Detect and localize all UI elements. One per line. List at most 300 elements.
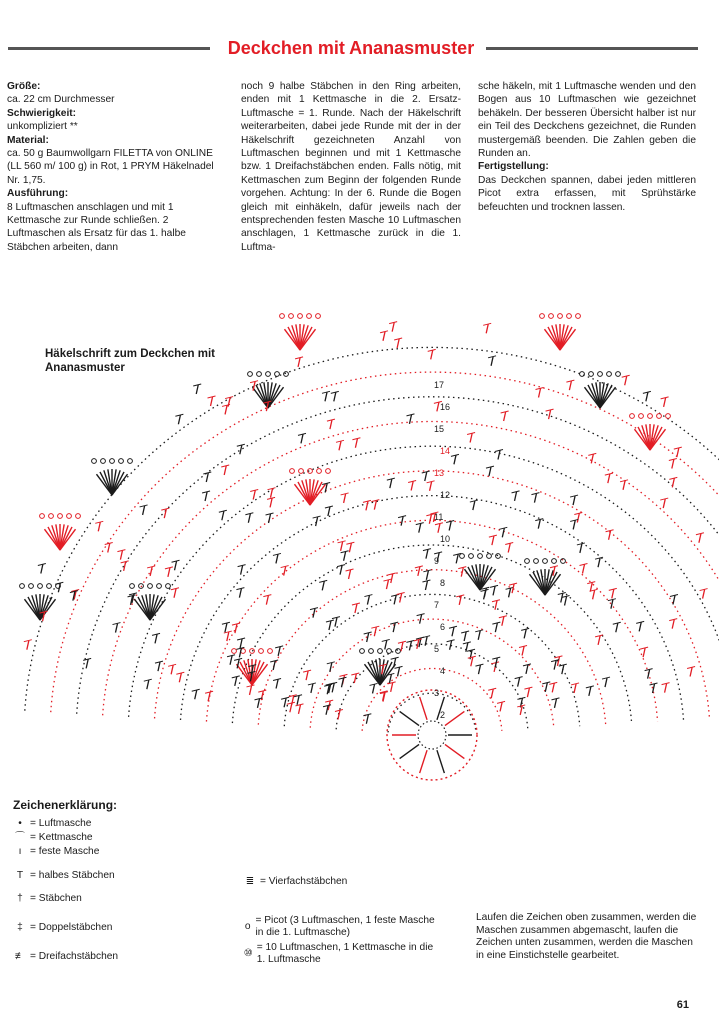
round-number-label: 6: [440, 622, 446, 632]
round-number-label: 15: [434, 424, 445, 434]
stitch-mark: [492, 536, 494, 545]
stitch-mark: [326, 706, 328, 715]
stitch-mark: [339, 441, 341, 450]
stitch-mark: [515, 677, 523, 679]
legend-label: = Vierfachstäbchen: [260, 876, 348, 887]
stitch-mark: [690, 668, 692, 677]
stitch-mark: [534, 494, 536, 503]
stitch-mark: [335, 710, 343, 712]
stitch-mark: [473, 501, 475, 510]
chart-caption: Häkelschrift zum Deckchen mit Ananasmuster: [45, 348, 216, 374]
stitch-mark: [536, 387, 544, 389]
picot-mark: [460, 554, 465, 559]
stitch-mark: [211, 397, 213, 406]
stitch-mark: [588, 453, 596, 455]
stitch-mark: [486, 466, 494, 468]
stitch-mark: [561, 593, 563, 602]
stitch-mark: [483, 323, 491, 325]
stitch-mark: [355, 604, 357, 613]
stitch-mark: [495, 623, 497, 632]
stitch-mark: [478, 631, 480, 640]
stitch-mark: [27, 641, 29, 650]
stitch-mark: [427, 481, 435, 483]
stitch-mark: [237, 444, 245, 446]
stitch-mark: [395, 666, 403, 668]
stitch-mark: [329, 682, 337, 684]
stitch-mark: [349, 543, 351, 552]
stitch-mark: [284, 698, 286, 707]
stitch-mark: [205, 691, 213, 693]
picot-mark: [232, 649, 237, 654]
stitch-mark: [565, 597, 567, 606]
stitch-mark: [176, 672, 184, 674]
stitch-mark: [586, 686, 594, 688]
stitch-mark: [550, 566, 558, 568]
legend-symbol-icon: ‡: [17, 922, 23, 933]
instructions-column-2: [241, 80, 461, 254]
stitch-mark: [344, 552, 346, 561]
stitch-mark: [504, 412, 506, 421]
stitch-mark: [524, 629, 526, 638]
stitch-mark: [397, 339, 399, 348]
stitch-mark: [669, 477, 677, 479]
stitch-mark: [386, 580, 388, 589]
page-number: 61: [676, 999, 689, 1011]
stitch-mark: [363, 714, 371, 716]
legend-item: [243, 876, 347, 888]
stitch-mark: [203, 472, 211, 474]
stitch-mark: [420, 750, 427, 773]
stitch-mark: [639, 622, 641, 631]
legend-label: = halbes Stäbchen: [30, 870, 115, 881]
stitch-mark: [669, 459, 677, 461]
picot-mark: [92, 459, 97, 464]
picot-mark: [259, 649, 264, 654]
stitch-mark: [330, 663, 332, 672]
stitch-mark: [397, 592, 405, 594]
legend-label: = Stäbchen: [30, 893, 82, 904]
stitch-mark: [161, 508, 169, 510]
legend-symbol-icon: •: [18, 818, 22, 829]
stitch-mark: [703, 590, 705, 599]
stitch-mark: [471, 657, 473, 666]
stitch-mark: [582, 565, 584, 574]
stitch-mark: [175, 561, 177, 570]
round-number-label: 2: [440, 710, 446, 720]
stitch-mark: [558, 592, 566, 594]
stitch-mark: [171, 588, 179, 590]
stitch-mark: [237, 638, 245, 640]
stitch-mark: [554, 661, 556, 670]
stitch-mark: [301, 434, 303, 443]
stitch-mark: [502, 617, 504, 626]
stitch-mark: [426, 550, 428, 559]
stitch-mark: [364, 595, 372, 597]
stitch-mark: [339, 674, 347, 676]
stitch-mark: [526, 665, 528, 674]
stitch-mark: [570, 495, 578, 497]
stitch-mark: [340, 566, 342, 575]
stitch-mark: [364, 632, 372, 634]
stitch-mark: [490, 585, 498, 587]
stitch-mark: [144, 679, 152, 681]
stitch-mark: [613, 622, 621, 624]
stitch-mark: [383, 332, 385, 341]
round-number-label: 13: [434, 468, 445, 478]
stitch-mark: [250, 489, 258, 491]
stitch-mark: [239, 589, 241, 598]
stitch-mark: [346, 569, 354, 571]
stitch-mark: [429, 515, 431, 524]
stitch-mark: [551, 698, 559, 700]
stitch-mark: [425, 472, 427, 481]
stitch-mark: [505, 543, 513, 545]
stitch-mark: [267, 488, 275, 490]
stitch-mark: [454, 455, 456, 464]
stitch-mark: [382, 639, 390, 641]
stitch-mark: [168, 568, 170, 577]
stitch-mark: [263, 595, 271, 597]
legend-item: [13, 846, 99, 858]
picot-mark: [268, 649, 273, 654]
stitch-mark: [298, 433, 306, 435]
stitch-mark: [178, 415, 180, 424]
stitch-mark: [672, 460, 674, 469]
stitch-mark: [325, 700, 333, 702]
legend-symbol-icon: †: [17, 893, 23, 904]
stitch-mark: [202, 491, 210, 493]
stitch-mark: [225, 397, 233, 399]
legend-label: = Picot (3 Luftmaschen, 1 feste Masche in die 1. Luftmasche): [255, 915, 435, 938]
stitch-mark: [422, 580, 430, 582]
instructions-column-3: [478, 80, 696, 214]
execution-text: 8 Luftmaschen anschlagen und mit 1 Kettmasche zur Runde schließen. 2 Luftmaschen als Ersatz für das 1. halbe Stäbchen arbeiten, dann: [7, 201, 186, 253]
picot-mark: [396, 649, 401, 654]
stitch-mark: [195, 690, 197, 699]
stitch-mark: [228, 398, 230, 407]
stitch-mark: [470, 433, 472, 442]
stitch-mark: [430, 482, 432, 491]
picot-mark: [543, 559, 548, 564]
stitch-mark: [319, 580, 327, 582]
stitch-mark: [577, 543, 585, 545]
round-number-label: 7: [434, 600, 440, 610]
stitch-mark: [175, 414, 183, 416]
stitch-mark: [330, 420, 332, 429]
picot-mark: [110, 459, 115, 464]
stitch-mark: [335, 618, 337, 627]
stitch-mark: [310, 608, 318, 610]
round-number-label: 4: [440, 666, 446, 676]
stitch-mark: [248, 514, 250, 523]
picot-mark: [20, 584, 25, 589]
stitch-mark: [352, 603, 360, 605]
stitch-mark: [423, 549, 431, 551]
stitch-mark: [696, 533, 704, 535]
stitch-mark: [608, 474, 610, 483]
stitch-mark: [552, 683, 554, 692]
picot-mark: [478, 554, 483, 559]
stitch-mark: [400, 711, 419, 725]
stitch-mark: [486, 324, 488, 333]
picot-mark: [67, 514, 72, 519]
picot-mark: [525, 559, 530, 564]
stitch-mark: [475, 630, 483, 632]
stitch-mark: [374, 627, 376, 636]
stitch-mark: [150, 567, 152, 576]
stitch-mark: [519, 646, 527, 648]
stitch-mark: [449, 521, 451, 530]
difficulty-text: unkompliziert **: [7, 121, 78, 133]
stitch-mark: [366, 501, 368, 510]
stitch-mark: [196, 385, 198, 394]
stitch-mark: [461, 631, 469, 633]
picot-mark: [266, 372, 271, 377]
picot-mark: [378, 649, 383, 654]
stitch-mark: [329, 621, 331, 630]
stitch-mark: [205, 492, 207, 501]
execution-heading: Ausführung:: [7, 188, 69, 200]
legend-item: [13, 832, 93, 844]
stitch-mark: [325, 392, 327, 401]
difficulty-heading: Schwierigkeit:: [7, 107, 77, 119]
title-rule-left: [8, 47, 210, 50]
chain-round-arc: [155, 471, 710, 719]
stitch-mark: [420, 697, 427, 720]
stitch-mark: [498, 450, 500, 459]
stitch-mark: [640, 647, 648, 649]
stitch-mark: [208, 396, 216, 398]
legend-label: = Kettmasche: [30, 832, 93, 843]
stitch-mark: [589, 687, 591, 696]
stitch-mark: [269, 514, 271, 523]
picot-mark: [540, 314, 545, 319]
stitch-mark: [574, 684, 576, 693]
stitch-mark: [323, 705, 331, 707]
stitch-mark: [492, 622, 500, 624]
stitch-mark: [401, 642, 403, 651]
stitch-mark: [371, 500, 379, 502]
stitch-mark: [451, 454, 459, 456]
legend-item: [243, 915, 443, 939]
stitch-mark: [311, 684, 313, 693]
picot-mark: [58, 514, 63, 519]
picot-mark: [326, 469, 331, 474]
stitch-mark: [608, 599, 616, 601]
stitch-mark: [322, 581, 324, 590]
stitch-mark: [571, 683, 579, 685]
stitch-mark: [284, 567, 286, 576]
stitch-mark: [512, 491, 520, 493]
stitch-mark: [488, 356, 496, 358]
stitch-mark: [363, 500, 371, 502]
round-number-label: 11: [434, 512, 444, 522]
stitch-mark: [270, 498, 272, 507]
stitch-mark: [240, 445, 242, 454]
stitch-mark: [416, 523, 424, 525]
stitch-mark: [276, 679, 278, 688]
legend-symbol-icon: ≢: [14, 951, 26, 962]
stitch-mark: [605, 473, 613, 475]
stitch-mark: [418, 567, 420, 576]
picot-mark: [130, 584, 135, 589]
stitch-mark: [95, 521, 103, 523]
stitch-mark: [168, 664, 176, 666]
stitch-mark: [391, 683, 393, 692]
page-title: Deckchen mit Ananasmuster: [227, 38, 475, 58]
stitch-mark: [669, 619, 677, 621]
stitch-mark: [515, 492, 517, 501]
stitch-mark: [648, 670, 650, 679]
stitch-mark: [400, 744, 419, 758]
stitch-mark: [249, 686, 251, 695]
stitch-mark: [328, 507, 330, 516]
stitch-mark: [524, 687, 532, 689]
stitch-mark: [303, 670, 311, 672]
picot-mark: [598, 372, 603, 377]
picot-mark: [47, 584, 52, 589]
stitch-mark: [509, 588, 511, 597]
picot-mark: [657, 414, 662, 419]
stitch-mark: [222, 511, 224, 520]
title-row: [8, 36, 698, 60]
stitch-mark: [232, 676, 240, 678]
stitch-mark: [316, 517, 318, 526]
legend-label: = Dreifachstäbchen: [30, 951, 119, 962]
stitch-mark: [193, 384, 201, 386]
stitch-mark: [165, 567, 173, 569]
stitch-mark: [227, 632, 229, 641]
stitch-mark: [417, 614, 425, 616]
stitch-mark: [232, 623, 240, 625]
stitch-mark: [270, 489, 272, 498]
stitch-mark: [341, 493, 349, 495]
picot-mark: [275, 372, 280, 377]
stitch-mark: [322, 482, 330, 484]
chain-round-arc: [180, 496, 683, 720]
picot-mark: [580, 372, 585, 377]
stitch-mark: [499, 527, 507, 529]
stitch-mark: [458, 567, 466, 569]
stitch-mark: [222, 622, 230, 624]
stitch-mark: [401, 517, 403, 526]
round-number-label: 9: [434, 556, 440, 566]
stitch-mark: [230, 656, 232, 665]
stitch-mark: [391, 574, 393, 583]
stitch-mark: [497, 701, 505, 703]
stitch-mark: [112, 623, 120, 625]
stitch-mark: [331, 391, 339, 393]
stitch-mark: [411, 482, 413, 491]
stitch-mark: [174, 589, 176, 598]
stitch-mark: [661, 397, 669, 399]
stitch-mark: [517, 697, 525, 699]
picot-mark: [128, 459, 133, 464]
legend-symbol-icon: ⑩: [243, 948, 253, 959]
stitch-mark: [662, 683, 670, 685]
stitch-mark: [155, 634, 157, 643]
stitch-mark: [155, 661, 163, 663]
stitch-mark: [545, 683, 547, 692]
stitch-mark: [622, 375, 630, 377]
stitch-mark: [569, 381, 571, 390]
picot-mark: [38, 584, 43, 589]
stitch-mark: [370, 683, 378, 685]
stitch-mark: [236, 588, 244, 590]
stitch-mark: [549, 410, 551, 419]
stitch-mark: [355, 439, 357, 448]
picot-mark: [298, 314, 303, 319]
stitch-mark: [643, 391, 651, 393]
legend-note: Laufen die Zeichen oben zusammen, werden die Maschen zusammen abgemascht, laufen die Zeichen unten zusammen, werden die Maschen in eine Einstichstelle gearbeitet.: [476, 912, 697, 961]
chain-round-arc: [25, 347, 719, 710]
legend-label: = 10 Luftmaschen, 1 Kettmasche in die 1. Luftmasche: [256, 942, 434, 965]
picot-mark: [387, 649, 392, 654]
stitch-mark: [653, 684, 655, 693]
picot-mark: [290, 469, 295, 474]
stitch-mark: [246, 685, 254, 687]
stitch-mark: [115, 624, 117, 633]
stitch-mark: [341, 551, 349, 553]
stitch-mark: [502, 528, 504, 537]
round-number-label: 3: [434, 688, 440, 698]
stitch-mark: [554, 699, 556, 708]
column-3-text: sche häkeln, mit 1 Luftmasche wenden und den Bogen aus 10 Luftmaschen wie gezeichnet behäkeln. Der besseren Übersicht halber ist nur ein Teil des Deckchens gezeichnet, die Runden mustergemäß beenden. Die Zahlen geben die Runden an.: [478, 81, 696, 160]
stitch-mark: [338, 711, 340, 720]
legend-symbol-icon: ≣: [245, 876, 255, 887]
stitch-mark: [86, 659, 88, 668]
stitch-mark: [587, 582, 595, 584]
stitch-mark: [488, 688, 496, 690]
stitch-mark: [625, 376, 627, 385]
stitch-mark: [616, 623, 618, 632]
stitch-mark: [394, 338, 402, 340]
picot-mark: [299, 469, 304, 474]
stitch-mark: [464, 632, 466, 641]
stitch-mark: [566, 380, 574, 382]
stitch-mark: [539, 388, 541, 397]
stitch-mark: [420, 615, 422, 624]
stitch-mark: [491, 662, 499, 664]
stitch-mark: [258, 690, 266, 692]
stitch-mark: [240, 639, 242, 648]
stitch-mark: [492, 657, 500, 659]
stitch-mark: [406, 640, 414, 642]
picot-mark: [630, 414, 635, 419]
legend-item: [13, 951, 118, 963]
stitch-mark: [470, 500, 478, 502]
picot-mark: [284, 372, 289, 377]
stitch-mark: [447, 640, 455, 642]
legend-item: [243, 942, 443, 966]
picot-mark: [40, 514, 45, 519]
legend-symbol-icon: T: [16, 870, 24, 881]
stitch-mark: [489, 535, 497, 537]
stitch-mark: [546, 409, 554, 411]
stitch-mark: [83, 658, 91, 660]
stitch-mark: [605, 678, 607, 687]
stitch-mark: [313, 516, 321, 518]
stitch-mark: [435, 523, 443, 525]
stitch-mark: [24, 640, 32, 642]
stitch-mark: [466, 643, 468, 652]
picot-mark: [360, 649, 365, 654]
picot-mark: [257, 372, 262, 377]
stitch-mark: [219, 510, 227, 512]
picot-mark: [639, 414, 644, 419]
legend-symbol-icon: o: [244, 921, 251, 932]
stitch-mark: [409, 415, 411, 424]
